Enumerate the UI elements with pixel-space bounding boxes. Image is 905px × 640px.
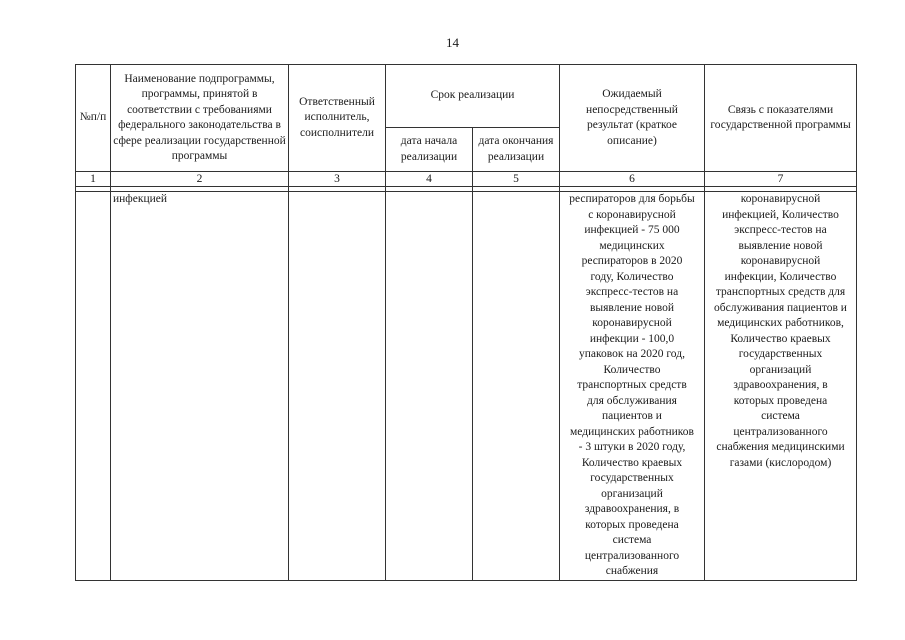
column-number: 4 — [386, 172, 473, 187]
cell-expected-result: респираторов для борьбы с коронавирусной инфекцией - 75 000 медицинских респираторов в 2020 году, Количество экспресс-тестов на выявление новой коронавирусной инфекции - 100,0 упаковок на 2020 год, Количество транспортных средств для обслуживания пациентов и медицинских работников - 3 штуки в 2020 году, Количество краевых государственных организаций здравоохранения, в которых проведена система централизованного снабжения — [560, 192, 705, 581]
column-number: 6 — [560, 172, 705, 187]
header-end-date: дата окончания реализации — [473, 128, 560, 172]
cell-subprogram-name: инфекцией — [111, 192, 289, 581]
cell-number — [76, 192, 111, 581]
cell-indicators-link: коронавирусной инфекцией, Количество экспресс-тестов на выявление новой коронавирусной инфекции, Количество транспортных средств для обслуживания пациентов и медицинских работников, Количество краевых государственных организаций здравоохранения, в которых проведена система централизованного снабжения медицинскими газами (кислородом) — [705, 192, 857, 581]
table-row — [76, 192, 857, 581]
header-number: №п/п — [76, 65, 111, 172]
program-table — [75, 64, 857, 581]
column-number: 1 — [76, 172, 111, 187]
header-start-date: дата начала реализации — [386, 128, 473, 172]
column-number: 7 — [705, 172, 857, 187]
column-number: 3 — [289, 172, 386, 187]
cell-start-date — [386, 192, 473, 581]
header-indicators-link: Связь с показателями государственной программы — [705, 65, 857, 172]
cell-end-date — [473, 192, 560, 581]
header-executor: Ответственный исполнитель, соисполнители — [289, 65, 386, 172]
header-term: Срок реализации — [386, 65, 560, 128]
column-number: 2 — [111, 172, 289, 187]
cell-executor — [289, 192, 386, 581]
header-subprogram-name: Наименование подпрограммы, программы, принятой в соответствии с требованиями федерального законодательства в сфере реализации государственной программы — [111, 65, 289, 172]
header-expected-result: Ожидаемый непосредственный результат (краткое описание) — [560, 65, 705, 172]
column-number: 5 — [473, 172, 560, 187]
page-number: 14 — [446, 35, 459, 50]
